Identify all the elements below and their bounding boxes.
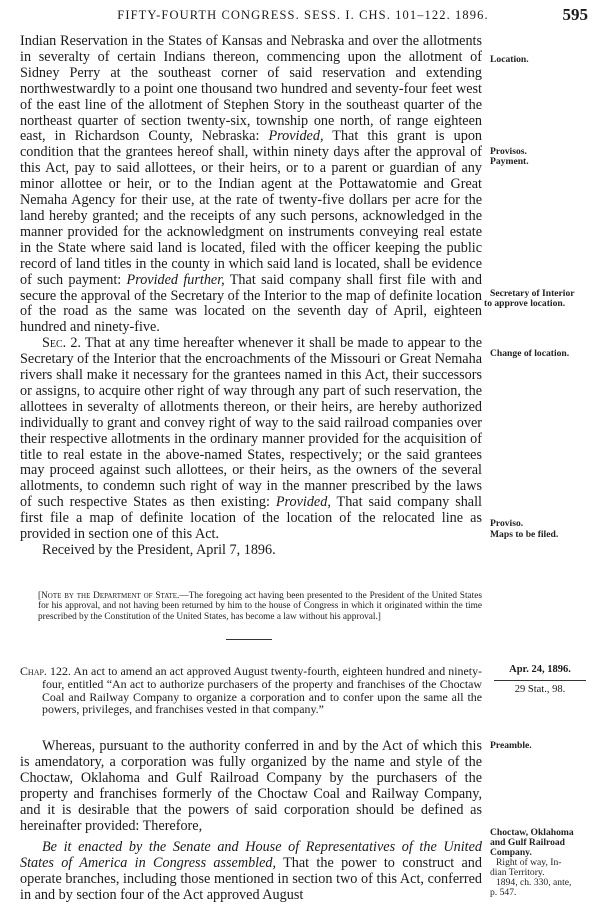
paragraph-sec2 <box>20 336 482 543</box>
margin-note-preamble: Preamble. <box>490 740 532 751</box>
margin-note-choctaw-2: and Gulf Railroad <box>490 837 565 848</box>
margin-note-choctaw-7: p. 547. <box>490 887 517 898</box>
margin-note-choctaw-5: dian Territory. <box>490 867 545 878</box>
chapter-stat: 29 Stat., 98. <box>514 684 566 695</box>
margin-note-choctaw-3: Company. <box>490 847 532 858</box>
page-number: 595 <box>562 5 588 24</box>
provided-italic: Provided, <box>268 128 324 145</box>
margin-note-payment: Payment. <box>490 156 529 167</box>
department-note <box>38 591 482 622</box>
enacting-clause: Be it enacted by the Senate and House of Representatives of the United States of America in Congress assembled, <box>20 839 482 872</box>
chapter-title <box>20 665 482 716</box>
para2-b: That said company shall first file a map of definite location of the location of the relocated line as provided in section one of this Act. <box>20 494 482 543</box>
chapter-date-box <box>492 664 588 695</box>
provided-italic-2: Provided, <box>275 494 331 511</box>
note-label: [Note by the Department of State. <box>38 591 180 601</box>
whereas-paragraph: Whereas, pursuant to the authority conferred in and by the Act of which this is amendatory, a corporation was fully organized by the name and style of the Choctaw, Oklahoma and Gulf Railroad Company by the purchasers of the property and franchises formerly of the Choctaw Coal and Railway Company, and it is desirable that the powers of said corporation should be defined as hereinafter provided: Therefore, <box>20 738 482 834</box>
para1-c: That said company shall first file with and secure the approval of the Secretary of the Interior to the map of definite location of the road as the same was located on the seventh day of April, eighteen hundred and ninety-five. <box>20 271 482 336</box>
para1-a: Indian Reservation in the States of Kansas and Nebraska and over the allotments in severalty of certain Indians thereon, commencing upon the allotment of Sidney Perry at the southeast corner of said reservation and extending northwestwardly to a point one thousand two hundred and seventy-four feet west of the east line of the allotment of Stephen Story in the southeast quarter of the northeast quarter of section twenty-six, township one north, of range eighteen east, in Richardson County, Nebraska: <box>20 33 482 145</box>
margin-note-maps: Maps to be filed. <box>490 529 559 540</box>
margin-note-provisos: Provisos. <box>490 146 527 157</box>
para1-b: That this grant is upon condition that the grantees hereof shall, within ninety days after the approval of this Act, pay to said allottees, or their heirs, or to a parent or guardian of any minor allottee or heir, or to the Indian agent at the Pottawatomie and Great Nemaha Agency for their use, at the rate of twenty-five dollars per acre for the land hereby granted; and the receipts of any such persons, acknowledged in the manner provided for the acknowledgment on instruments conveying real estate in the State where said land is located, filed with the officer keeping the public record of land titles in the county in which said land is located, shall be evidence of such payment: <box>20 128 483 288</box>
chapter-date: Apr. 24, 1896. <box>509 664 571 675</box>
margin-note-proviso: Proviso. <box>490 518 524 529</box>
margin-note-secretary-1: Secretary of Interior <box>490 288 575 299</box>
margin-note-secretary-2: to approve location. <box>484 298 566 309</box>
received-line: Received by the President, April 7, 1896. <box>42 542 276 558</box>
margin-note-location: Location. <box>490 54 529 65</box>
para2-a: That at any time hereafter whenever it shall be made to appear to the Secretary of the Interior that the encroachments of the Missouri or Great Nemaha rivers shall make it necessary for the grantees named in this Act, their successors or assigns, to acquire other right of way through any part of such reservation, the allottees in severalty of allotments thereon, or their heirs, are hereby authorized individually to grant and convey right of way to the said railroad companies over their respective allotments in the ordinary manner provided for the acquisition of title to real estate in the above-named States, respectively; or the said grantees may proceed against such allottees, or their heirs, as the owners of the several allotments, to condemn such right of way in the manner prescribed by the laws of such respective States as then existing: <box>20 335 482 511</box>
chapter-label: Chap. 122. <box>20 664 71 678</box>
chapter-heading <box>20 665 482 716</box>
margin-note-change: Change of location. <box>490 348 570 359</box>
margin-note-choctaw-6: 1894, ch. 330, ante, <box>496 877 572 888</box>
section-divider <box>226 639 272 640</box>
note-text: —The foregoing act having been presented to the President of the United States for his approval, and not having been returned by him to the house of Congress in which it originated within the time prescribed by the Constitution of the United States, has become a law without his approval.] <box>38 591 482 622</box>
section-two-text <box>20 739 482 904</box>
margin-note-choctaw-1: Choctaw, Oklahoma <box>490 827 574 838</box>
enacting-rest: That the power to construct and operate branches, including those mentioned in section two of this Act, conferred in and by section four of the Act approved August <box>20 855 482 904</box>
date-rule <box>494 680 586 681</box>
running-header <box>18 5 588 28</box>
paragraph-1 <box>20 34 482 336</box>
provided-further-italic: Provided further, <box>126 271 225 288</box>
section-one-text <box>20 34 482 559</box>
enacting-paragraph <box>20 840 482 904</box>
chapter-text: An act to amend an act approved August twenty-fourth, eighteen hundred and ninety-four, entitled “An act to authorize purchasers of the property and franchises of the Choctaw Coal and Railway Company to organize a corporation and to confer upon the same all the powers, privileges, and franchises vested in that company.” <box>42 664 482 717</box>
margin-note-choctaw-4: Right of way, In- <box>496 857 562 868</box>
sec2-label: Sec. 2. <box>42 335 81 352</box>
running-head: FIFTY-FOURTH CONGRESS. SESS. I. CHS. 101–122. 1896. <box>117 8 489 22</box>
